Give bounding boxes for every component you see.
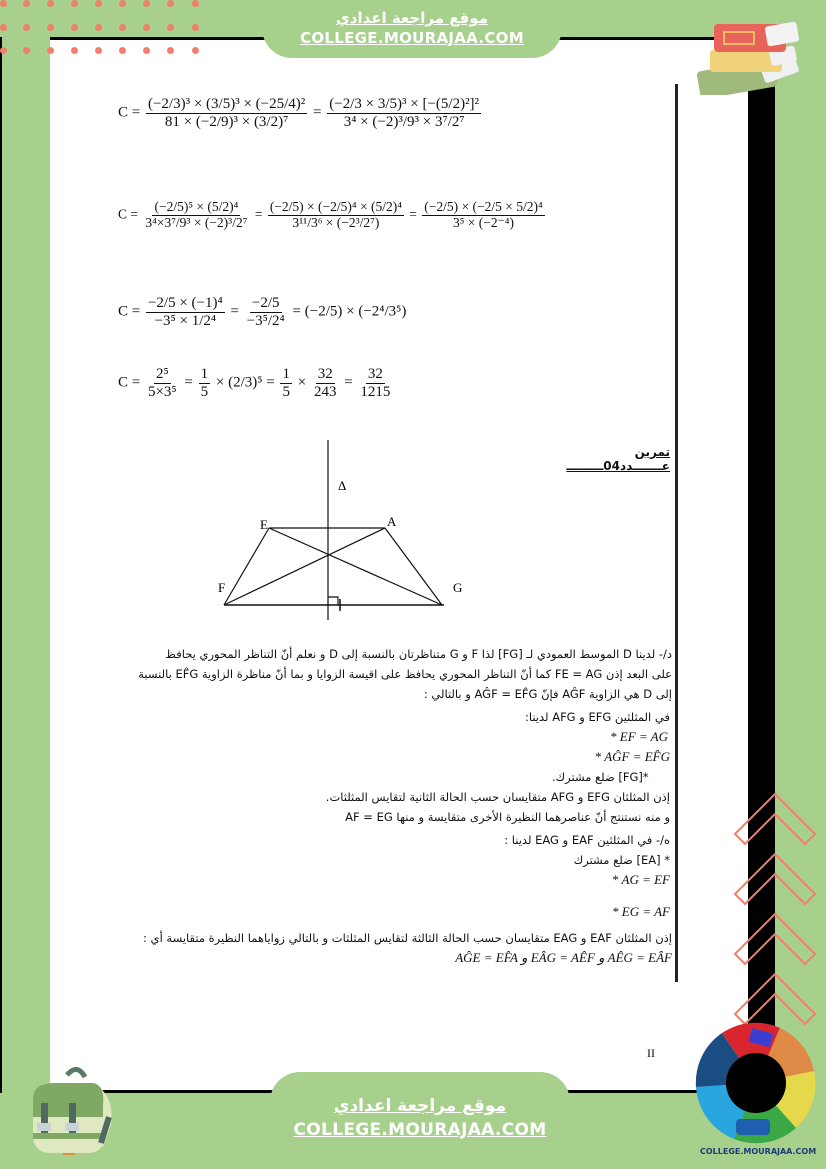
equals-sign: = bbox=[266, 374, 275, 391]
fraction-numerator: (−2/3)³ × (3/5)³ × (−25/4)² bbox=[147, 96, 306, 112]
fraction bbox=[245, 295, 287, 329]
scan-border-line bbox=[675, 84, 678, 982]
backpack-icon bbox=[15, 1055, 115, 1155]
fraction bbox=[146, 96, 307, 130]
fraction-denominator: −3⁵/2⁴ bbox=[246, 312, 285, 329]
text-line: ه/- في المثلثين EAF و EAG لدينا : bbox=[504, 833, 670, 847]
math-lhs: C = bbox=[118, 104, 141, 121]
text-line: إذن المثلثان EAF و EAG متقايسان حسب الحالة الثالثة لتقايس المثلثات و بالتالي زواياهما النظيرة متقايسة أي : bbox=[143, 931, 672, 945]
decorative-dots bbox=[0, 0, 200, 54]
math-line-3 bbox=[118, 295, 406, 329]
site-name-arabic: موقع مراجعة اعدادي bbox=[333, 1096, 507, 1116]
fraction-denominator: 243 bbox=[313, 383, 337, 400]
left-green-margin bbox=[2, 37, 50, 1169]
site-url-link[interactable]: COLLEGE.MOURAJAA.COM bbox=[293, 1120, 547, 1140]
text-line: د/- لدينا D الموسط العمودي لـ [FG] لذا F و G متناظرتان بالنسبة إلى D و نعلم أنّ التناظر المحوري يحافظ bbox=[165, 647, 672, 661]
text-line: إذن المثلثان EFG و AFG متقايسان حسب الحالة الثانية لتقايس المثلثات. bbox=[325, 790, 670, 804]
math-lhs: C = bbox=[118, 303, 141, 320]
fraction bbox=[199, 366, 211, 400]
fraction-denominator: 81 × (−2/9)³ × (3/2)⁷ bbox=[164, 113, 289, 130]
site-logo-wheel-icon[interactable] bbox=[695, 1022, 817, 1144]
logo-caption: COLLEGE.MOURAJAA.COM bbox=[700, 1147, 817, 1156]
fraction bbox=[358, 366, 392, 400]
equals-sign: = bbox=[230, 303, 239, 320]
fraction-denominator: −3⁵ × 1/2⁴ bbox=[154, 312, 217, 329]
site-url-link[interactable]: COLLEGE.MOURAJAA.COM bbox=[300, 29, 524, 47]
label-delta: Δ bbox=[338, 478, 347, 493]
fraction-denominator: 3⁴×3⁷/9³ × (−2)³/2⁷ bbox=[145, 214, 248, 230]
solution-paragraph-1 bbox=[112, 644, 672, 704]
math-rhs: = (−2/5) × (−2⁴/3⁵) bbox=[292, 303, 407, 320]
math-lhs: C = bbox=[118, 206, 138, 222]
fraction-denominator: 3⁴ × (−2)³/9³ × 3⁷/2⁷ bbox=[343, 113, 465, 130]
times-sign: × bbox=[297, 374, 307, 391]
fraction-numerator: 2⁵ bbox=[155, 366, 169, 382]
text-line: و منه نستنتج أنّ عناصرهما النظيرة الأخرى متقايسة و منها AF = EG bbox=[345, 810, 670, 824]
solution-paragraph-2 bbox=[312, 707, 670, 827]
label-G: G bbox=[453, 580, 463, 595]
text-line: على البعد إذن FE = AG كما أنّ التناظر المحوري يحافظ على اقيسة الزوايا و بما أنّ مناظرة الزاوية EF̂G بالنسبة bbox=[138, 667, 672, 681]
solution-paragraph-3 bbox=[430, 830, 670, 922]
fraction-numerator: −2/5 × (−1)⁴ bbox=[147, 295, 223, 311]
fraction-numerator: (−2/5) × (−2/5)⁴ × (5/2)⁴ bbox=[269, 199, 402, 214]
text-line: إلى D هي الزاوية AĜF فإنّ AĜF = EF̂G و بالتالي : bbox=[423, 687, 672, 701]
fraction-numerator: (−2/5)⁵ × (5/2)⁴ bbox=[154, 199, 239, 214]
fraction-numerator: (−2/3 × 3/5)³ × [−(5/2)²]² bbox=[329, 96, 480, 112]
label-A: A bbox=[387, 514, 397, 529]
fraction-denominator: 5×3⁵ bbox=[147, 383, 177, 400]
final-equalities: AÊG = EÂF و EÂG = AÊF و AĜE = EF̂A bbox=[455, 950, 672, 965]
equals-sign: = bbox=[344, 374, 353, 391]
fraction bbox=[146, 295, 225, 329]
fraction bbox=[312, 366, 339, 400]
math-lhs: C = bbox=[118, 374, 141, 391]
fraction bbox=[327, 96, 481, 130]
fraction-numerator: 32 bbox=[317, 366, 333, 382]
equals-sign: = bbox=[184, 374, 193, 391]
fraction bbox=[268, 200, 404, 231]
math-line-2 bbox=[118, 200, 547, 231]
math-term: × (2/3)⁵ bbox=[215, 374, 263, 391]
site-name-arabic: موقع مراجعة اعدادي bbox=[336, 9, 488, 27]
fraction-numerator: −2/5 bbox=[251, 295, 280, 311]
list-item: AĜF = EF̂G * bbox=[594, 749, 670, 764]
site-banner-bottom[interactable] bbox=[270, 1072, 570, 1152]
list-item: AG = EF * bbox=[611, 872, 670, 887]
fraction-denominator: 3⁵ × (−2⁻⁴) bbox=[452, 214, 514, 230]
equals-sign: = bbox=[254, 206, 263, 222]
fraction-denominator: 5 bbox=[200, 383, 209, 400]
chevron-decoration-icon bbox=[733, 792, 818, 1032]
fraction-denominator: 3¹¹/3⁶ × (−2³/2⁷) bbox=[292, 214, 380, 230]
math-line-1 bbox=[118, 96, 483, 130]
list-item: EF = AG * bbox=[610, 729, 668, 744]
fraction-numerator: 1 bbox=[282, 366, 290, 382]
list-item: *[FG] ضلع مشترك. bbox=[552, 770, 649, 784]
fraction bbox=[146, 366, 179, 400]
fraction-numerator: (−2/5) × (−2/5 × 5/2)⁴ bbox=[424, 199, 543, 214]
math-line-4 bbox=[118, 366, 394, 400]
list-item: * [EA] ضلع مشترك bbox=[573, 853, 670, 867]
text-line: في المثلثين EFG و AFG لدينا: bbox=[524, 710, 670, 724]
fraction-numerator: 32 bbox=[367, 366, 383, 382]
fraction bbox=[422, 200, 544, 231]
list-item: EG = AF * bbox=[612, 904, 670, 919]
equals-sign: = bbox=[313, 104, 322, 121]
solution-conclusion bbox=[112, 928, 672, 968]
fraction-denominator: 1215 bbox=[360, 383, 391, 400]
books-stack-icon bbox=[692, 10, 804, 95]
exercise-heading: تمرين عـــــــدد04ـــــــــ bbox=[566, 445, 670, 473]
fraction-denominator: 5 bbox=[282, 383, 290, 400]
page-number: II bbox=[647, 1046, 655, 1060]
label-E: E bbox=[260, 517, 268, 532]
label-F: F bbox=[218, 580, 226, 595]
site-banner-top[interactable] bbox=[262, 0, 562, 58]
equals-sign: = bbox=[409, 206, 417, 222]
trapezoid-figure bbox=[210, 435, 470, 625]
fraction-numerator: 1 bbox=[200, 366, 209, 382]
fraction bbox=[280, 366, 292, 400]
fraction bbox=[143, 200, 249, 231]
